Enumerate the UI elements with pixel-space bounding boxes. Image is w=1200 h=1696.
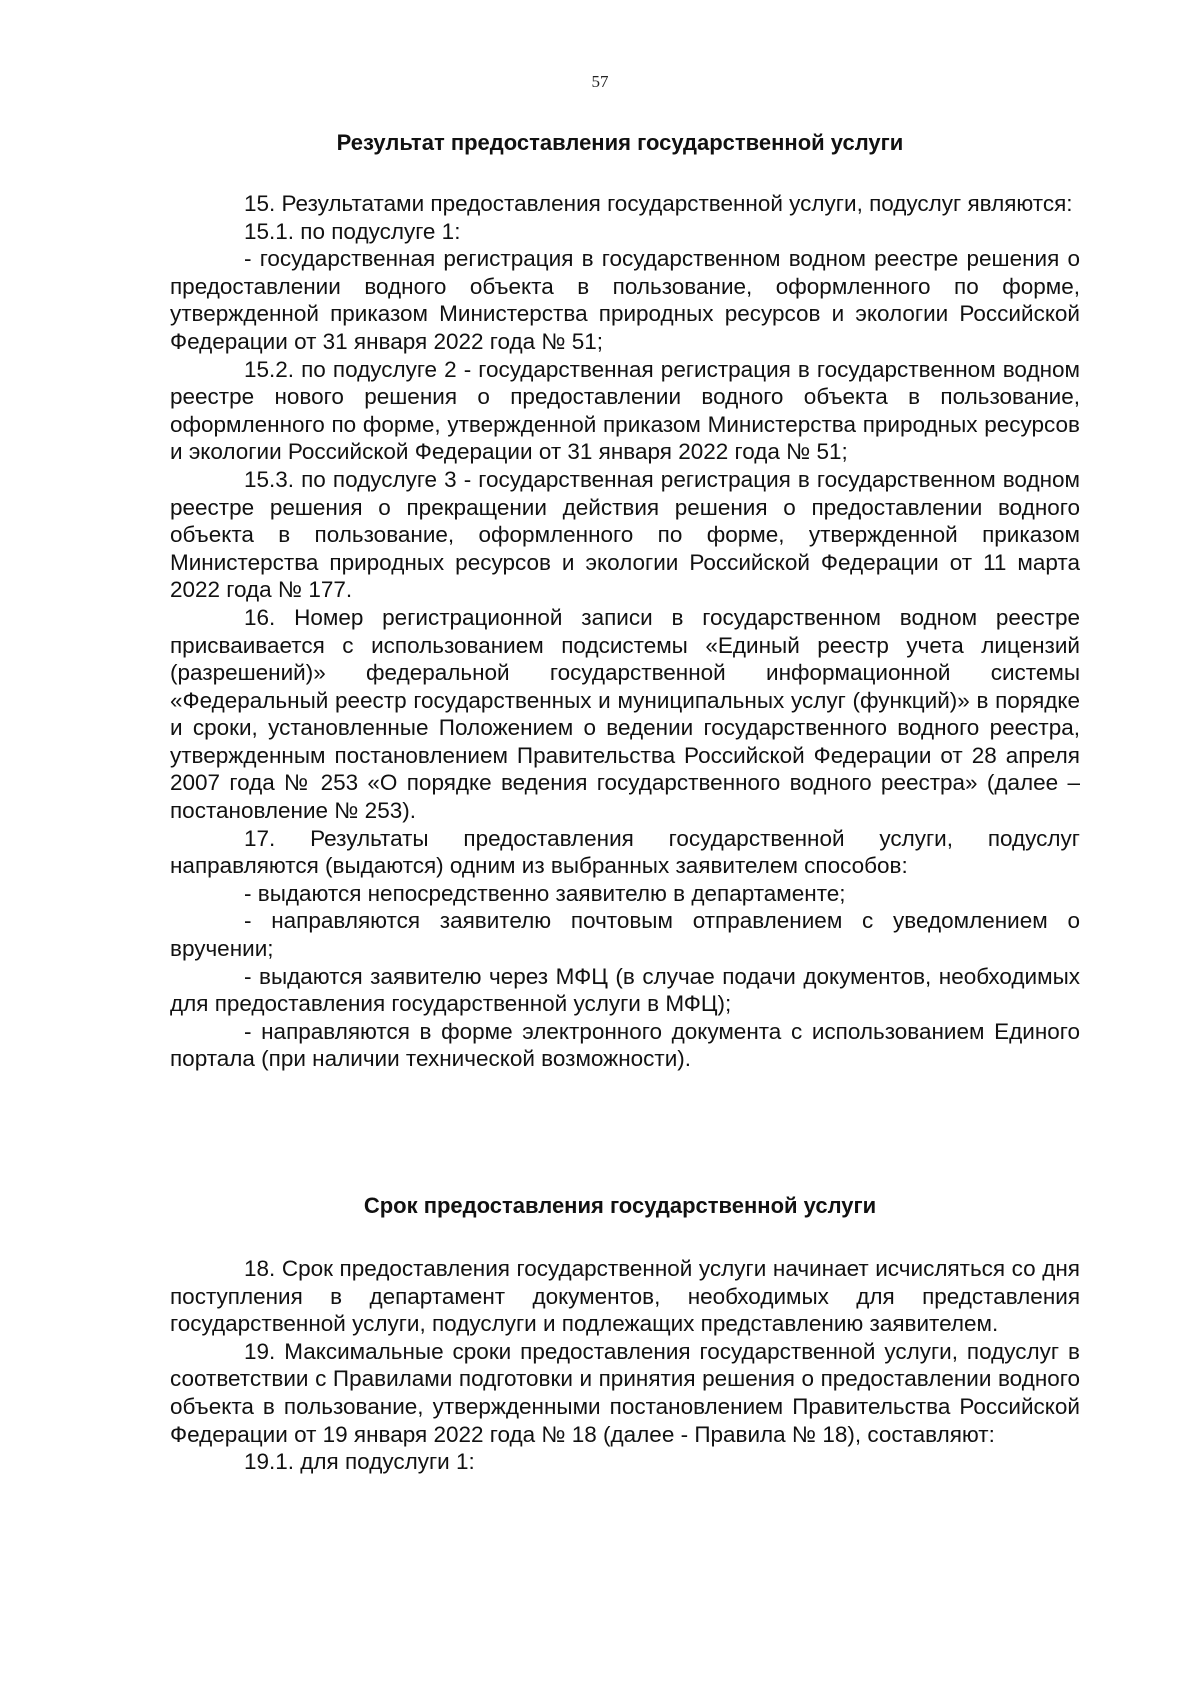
paragraph: - государственная регистрация в государственном водном реестре решения о предоставлении водного объекта в пользование, оформленного по форме, утвержденной приказом Министерства природных ресурсов и экологии Российской Федерации от 31 января 2022 года № 51; [170,246,1080,354]
paragraph: - направляются в форме электронного документа с использованием Единого портала (при наличии технической возможности). [170,1018,1080,1072]
section-heading-term: Срок предоставления государственной услуги [363,1193,877,1218]
paragraph: - направляются заявителю почтовым отправлением с уведомлением о вручении; [170,908,1080,962]
paragraph: 18. Срок предоставления государственной услуги начинает исчисляться со дня поступления в департамент документов, необходимых для представления государственной услуги, подуслуги и подлежащих представлению заявителем. [170,1256,1080,1337]
paragraph: 15. Результатами предоставления государственной услуги, подуслуг являются: [244,191,1073,216]
section-body-result [170,190,1080,1073]
paragraph: 15.1. по подуслуге 1: [244,218,461,244]
paragraph: 19.1. для подуслуги 1: [244,1449,475,1475]
paragraph: - выдаются заявителю через МФЦ (в случае подачи документов, необходимых для предоставления государственной услуги в МФЦ); [170,963,1080,1017]
paragraph: 15.2. по подуслуге 2 - государственная регистрация в государственном водном реестре нового решения о предоставлении водного объекта в пользование, оформленного по форме, утвержденной приказом Министерства природных ресурсов и экологии Российской Федерации от 31 января 2022 года № 51; [170,356,1080,465]
section-body-term [170,1255,1080,1476]
paragraph: 16. Номер регистрационной записи в государственном водном реестре присваивается с использованием подсистемы «Единый реестр учета лицензий (разрешений)» федеральной государственной информационной системы «Федеральный реестр государственных и муниципальных услуг (функций)» в порядке и сроки, установленные Положением о ведении государственного водного реестра, утвержденным постановлением Правительства Российской Федерации от 28 апреля 2007 года № 253 «О порядке ведения государственного водного реестра» (далее – постановление № 253). [170,604,1080,824]
paragraph: - выдаются непосредственно заявителю в департаменте; [244,880,846,906]
paragraph: 19. Максимальные сроки предоставления государственной услуги, подуслуг в соответствии с Правилами подготовки и принятия решения о предоставлении водного объекта в пользование, утвержденными постановлением Правительства Российской Федерации от 19 января 2022 года № 18 (далее - Правила № 18), составляют: [170,1338,1080,1447]
paragraph: 15.3. по подуслуге 3 - государственная регистрация в государственном водном реестре решения о прекращении действия решения о предоставлении водного объекта в пользование, оформленного по форме, утвержденной приказом Министерства природных ресурсов и экологии Российской Федерации от 11 марта 2022 года № 177. [170,466,1080,603]
section-heading-result: Результат предоставления государственной услуги [336,130,904,155]
paragraph: 17. Результаты предоставления государственной услуги, подуслуг направляются (выдаются) одним из выбранных заявителем способов: [170,825,1080,879]
page-number: 57 [591,72,609,91]
